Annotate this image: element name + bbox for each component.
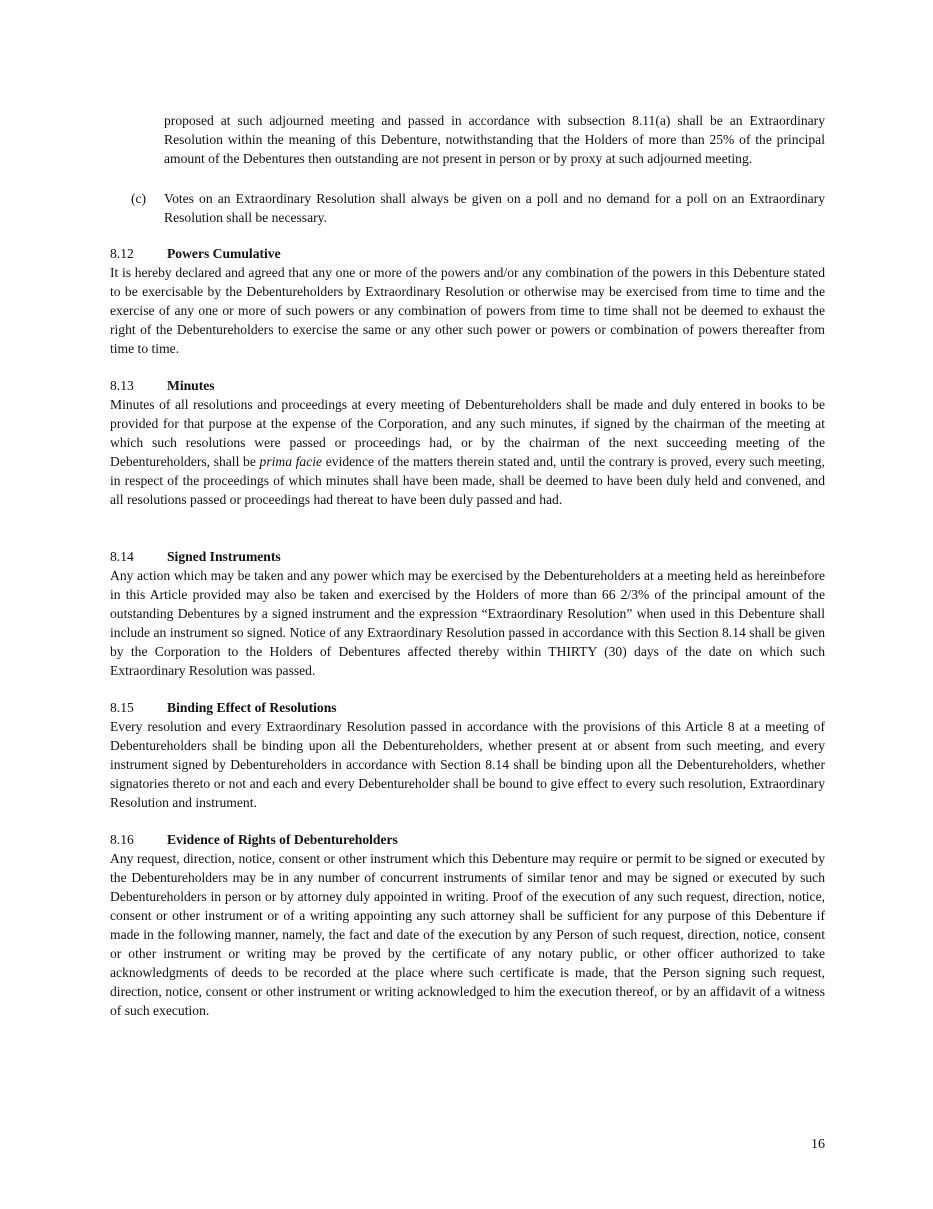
section-8-13 [110,376,825,509]
section-heading [110,547,825,566]
section-8-14 [110,547,825,680]
section-body: Any action which may be taken and any power which may be exercised by the Debentureholders at a meeting held as hereinbefore in this Article provided may also be taken and exercised by the Holders of more than 66 2/3% of the principal amount of the outstanding Debentures by a signed instrument and the expression “Extraordinary Resolution” when used in this Debenture shall include an instrument so signed. Notice of any Extraordinary Resolution passed in accordance with this Section 8.14 shall be given by the Corporation to the Holders of Debentures affected thereby within THIRTY (30) days of the date on which such Extraordinary Resolution was passed. [110,568,825,678]
section-title: Powers Cumulative [167,246,281,261]
section-8-15 [110,698,825,812]
list-item-text: Votes on an Extraordinary Resolution shall always be given on a poll and no demand for a poll on an Extraordinary Resolution shall be necessary. [164,191,825,225]
section-heading [110,244,825,263]
section-8-12 [110,244,825,358]
section-body-italic: prima facie [259,454,323,469]
section-heading [110,830,825,849]
section-title: Binding Effect of Resolutions [167,700,337,715]
continuation-paragraph: proposed at such adjourned meeting and passed in accordance with subsection 8.11(a) shall be an Extraordinary Resolution within the meaning of this Debenture, notwithstanding that the Holders of more than 25% of the principal amount of the Debentures then outstanding are not present in person or by proxy at such adjourned meeting. [164,113,825,166]
section-number: 8.13 [110,378,134,393]
list-item-c [110,189,825,227]
section-title: Signed Instruments [167,549,281,564]
section-body-text: Minutes of all resolutions and proceedings at every meeting of Debentureholders shall be made and duly entered in books to be provided for that purpose at the expense of the Corporation, and any such minutes, if signed by the chairman of the meeting at which such resolutions were passed or proceedings had, or by the chairman of the next succeeding meeting of the Debentureholders, shall be [110,397,825,469]
section-number: 8.15 [110,700,134,715]
section-8-16 [110,830,825,1020]
section-heading [110,376,825,395]
section-title: Minutes [167,378,215,393]
section-body: Every resolution and every Extraordinary Resolution passed in accordance with the provisions of this Article 8 at a meeting of Debentureholders shall be binding upon all the Debentureholders, whether present at or absent from such meeting, and every instrument signed by Debentureholders in accordance with Section 8.14 shall be binding upon all the Debentureholders, whether signatories thereto or not and each and every Debentureholder shall be bound to give effect to every such resolution, Extraordinary Resolution and instrument. [110,719,825,810]
page-number: 16 [811,1137,825,1152]
section-body: It is hereby declared and agreed that any one or more of the powers and/or any combination of the powers in this Debenture stated to be exercisable by the Debentureholders by Extraordinary Resolution or otherwise may be exercised from time to time and the exercise of any one or more of such powers or any combination of powers from time to time shall not be deemed to exhaust the right of the Debentureholders to exercise the same or any other such power or powers or combination of powers thereafter from time to time. [110,265,825,356]
section-body: Any request, direction, notice, consent or other instrument which this Debenture may require or permit to be signed or executed by the Debentureholders may be in any number of concurrent instruments of similar tenor and may be signed or executed by such Debentureholders in person or by attorney duly appointed in writing. Proof of the execution of any such request, direction, notice, consent or other instrument or of a writing appointing any such attorney shall be sufficient for any purpose of this Debenture if made in the following manner, namely, the fact and date of the execution by any Person of such request, direction, notice, consent or other instrument or writing may be proved by the certificate of any notary public, or other officer authorized to take acknowledgments of deeds to be recorded at the place where such certificate is made, that the Person signing such request, direction, notice, consent or other instrument or writing acknowledged to him the execution thereof, or by an affidavit of a witness of such execution. [110,851,825,1018]
list-item-label: (c) [131,191,147,206]
section-title: Evidence of Rights of Debentureholders [167,832,398,847]
section-number: 8.14 [110,549,134,564]
section-heading [110,698,825,717]
section-body [110,395,825,509]
section-body-text: evidence of the matters therein stated and, until the contrary is proved, every such meeting, in respect of the proceedings of which minutes shall have been made, shall be deemed to have been duly held and convened, and all resolutions passed or proceedings had thereat to have been duly passed and had. [110,454,825,507]
section-number: 8.12 [110,246,134,261]
section-number: 8.16 [110,832,134,847]
